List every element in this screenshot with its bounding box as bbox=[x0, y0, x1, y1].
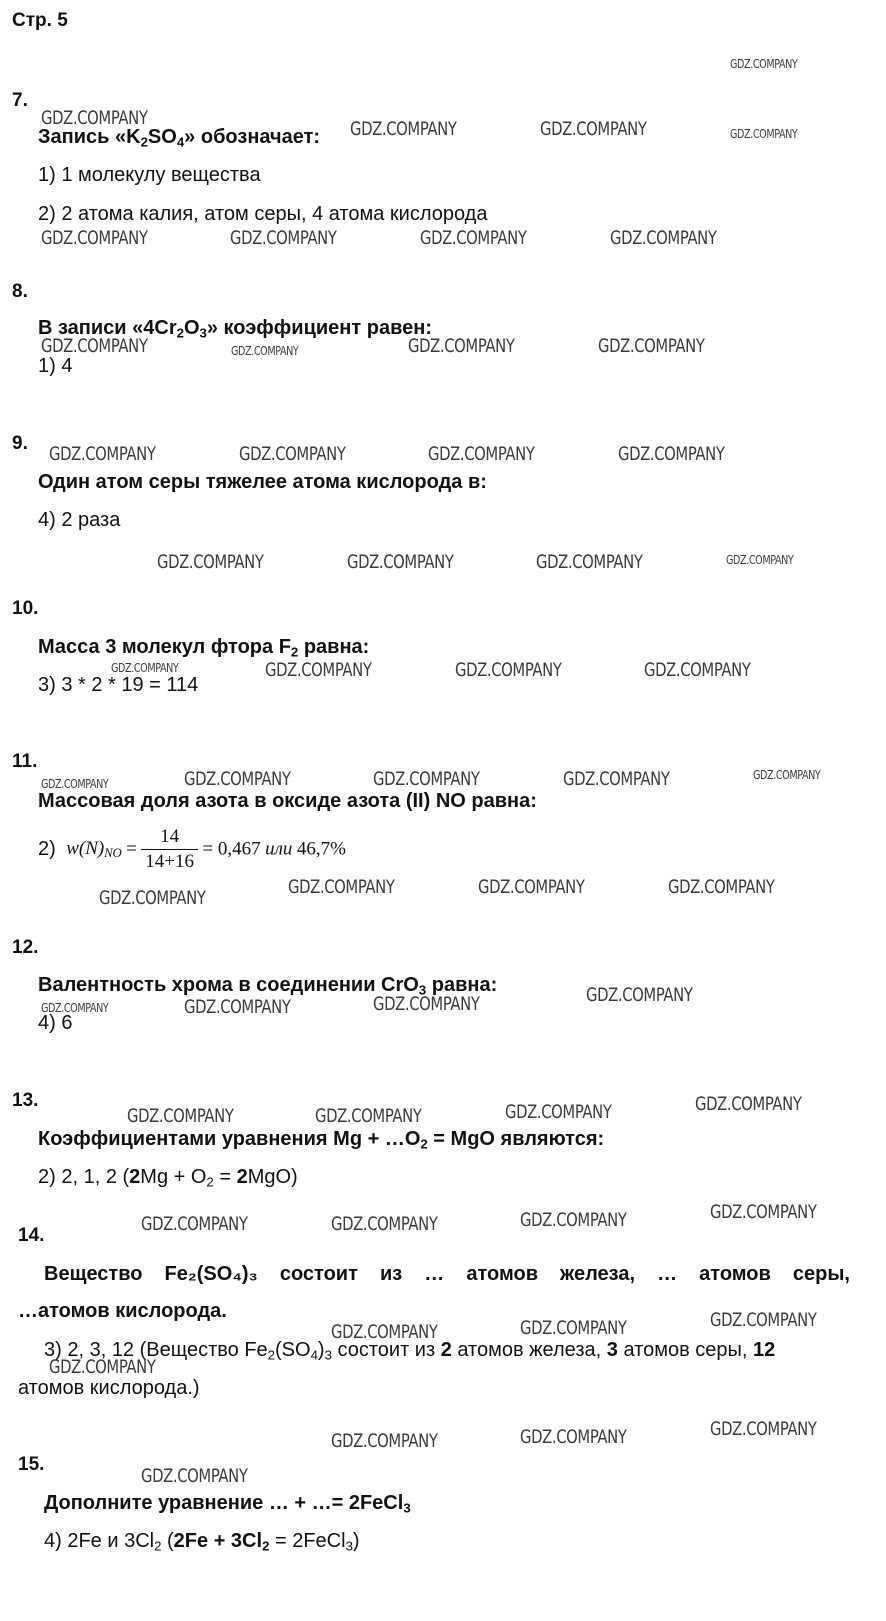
watermark: GDZ.COMPANY bbox=[373, 993, 480, 1015]
watermark: GDZ.COMPANY bbox=[520, 1209, 627, 1231]
answer-option: 4) 2 раза bbox=[38, 509, 121, 531]
watermark: GDZ.COMPANY bbox=[41, 227, 148, 249]
watermark: GDZ.COMPANY bbox=[99, 887, 206, 909]
formula-or: или bbox=[265, 838, 293, 860]
watermark: GDZ.COMPANY bbox=[668, 876, 775, 898]
watermark: GDZ.COMPANY bbox=[331, 1430, 438, 1452]
question-text: Масса 3 молекул фтора $F_2$ равна: bbox=[38, 636, 370, 660]
watermark: GDZ.COMPANY bbox=[710, 1418, 817, 1440]
watermark: GDZ.COMPANY bbox=[540, 118, 647, 140]
question-number: 8. bbox=[12, 281, 28, 302]
answer-option: 2) 2, 1, 2 $(2Mg + O_2 = 2MgO)$ bbox=[38, 1166, 298, 1190]
watermark: GDZ.COMPANY bbox=[41, 1001, 109, 1015]
watermark: GDZ.COMPANY bbox=[127, 1105, 234, 1127]
watermark: GDZ.COMPANY bbox=[141, 1465, 248, 1487]
watermark: GDZ.COMPANY bbox=[184, 996, 291, 1018]
answer-option: 3) 2, 3, 12 (Вещество $Fe_2(SO_4)_3$ состоит из 2 атомов железа, 3 атомов серы, 12 bbox=[44, 1339, 776, 1363]
watermark: GDZ.COMPANY bbox=[726, 553, 794, 567]
watermark: GDZ.COMPANY bbox=[41, 335, 148, 357]
watermark: GDZ.COMPANY bbox=[373, 768, 480, 790]
watermark: GDZ.COMPANY bbox=[536, 551, 643, 573]
watermark: GDZ.COMPANY bbox=[184, 768, 291, 790]
watermark: GDZ.COMPANY bbox=[111, 661, 179, 675]
question-text: Валентность хрома в соединении CrO$_3$ равна: bbox=[38, 974, 498, 998]
formula-lhs: $w(N)_{NO}$ bbox=[66, 837, 122, 861]
watermark: GDZ.COMPANY bbox=[408, 335, 515, 357]
watermark: GDZ.COMPANY bbox=[598, 335, 705, 357]
watermark: GDZ.COMPANY bbox=[350, 118, 457, 140]
question-text: Запись «$K_2SO_4$» обозначает: bbox=[38, 126, 321, 150]
watermark: GDZ.COMPANY bbox=[610, 227, 717, 249]
question-number: 15. bbox=[18, 1454, 45, 1475]
watermark: GDZ.COMPANY bbox=[710, 1309, 817, 1331]
answer-option: 4) 6 bbox=[38, 1012, 73, 1034]
watermark: GDZ.COMPANY bbox=[331, 1321, 438, 1343]
answer-prefix: 2) bbox=[38, 838, 56, 860]
formula-percent: 46,7% bbox=[296, 838, 346, 860]
question-number: 14. bbox=[18, 1225, 45, 1246]
watermark: GDZ.COMPANY bbox=[520, 1426, 627, 1448]
watermark: GDZ.COMPANY bbox=[730, 127, 798, 141]
question-text: Вещество Fe₂(SO₄)₃ состоит из … атомов железа, … атомов серы, bbox=[44, 1263, 850, 1285]
watermark: GDZ.COMPANY bbox=[618, 443, 725, 465]
question-number: 9. bbox=[12, 433, 28, 454]
watermark: GDZ.COMPANY bbox=[347, 551, 454, 573]
watermark: GDZ.COMPANY bbox=[710, 1201, 817, 1223]
watermark: GDZ.COMPANY bbox=[695, 1093, 802, 1115]
question-number: 10. bbox=[12, 598, 39, 619]
question-text: Коэффициентами уравнения $Mg + \dots O_2$ = MgO являются: bbox=[38, 1128, 605, 1152]
answer-option: 1) 1 молекулу вещества bbox=[38, 164, 261, 186]
answer-option: 2) 2 атома калия, атом серы, 4 атома кислорода bbox=[38, 203, 488, 225]
question-text: Дополните уравнение … + …= 2FeCl$_3$ bbox=[44, 1492, 411, 1516]
watermark: GDZ.COMPANY bbox=[239, 443, 346, 465]
watermark: GDZ.COMPANY bbox=[563, 768, 670, 790]
question-text: Массовая доля азота в оксиде азота (II) NO равна: bbox=[38, 790, 537, 812]
watermark: GDZ.COMPANY bbox=[141, 1213, 248, 1235]
formula-answer: 2) $w(N)_{NO}$ = $\frac{14}{14+16}$ = 0,467 или 46,7% bbox=[38, 826, 346, 872]
question-number: 12. bbox=[12, 937, 39, 958]
watermark: GDZ.COMPANY bbox=[455, 659, 562, 681]
question-text: Один атом серы тяжелее атома кислорода в: bbox=[38, 471, 487, 493]
watermark: GDZ.COMPANY bbox=[157, 551, 264, 573]
watermark: GDZ.COMPANY bbox=[41, 107, 148, 129]
watermark: GDZ.COMPANY bbox=[265, 659, 372, 681]
watermark: GDZ.COMPANY bbox=[331, 1213, 438, 1235]
fraction: $\frac{14}{14+16}$ bbox=[141, 825, 198, 874]
question-number: 7. bbox=[12, 90, 28, 111]
watermark: GDZ.COMPANY bbox=[49, 1356, 156, 1378]
page-title: Стр. 5 bbox=[12, 10, 68, 31]
watermark: GDZ.COMPANY bbox=[520, 1317, 627, 1339]
watermark: GDZ.COMPANY bbox=[315, 1105, 422, 1127]
question-number: 11. bbox=[12, 751, 38, 772]
formula-rhs: = 0,467 bbox=[202, 838, 261, 860]
watermark: GDZ.COMPANY bbox=[753, 768, 821, 782]
question-number: 13. bbox=[12, 1090, 39, 1111]
question-text-continued: …атомов кислорода. bbox=[18, 1300, 227, 1322]
answer-option-continued: атомов кислорода.) bbox=[18, 1377, 200, 1399]
watermark: GDZ.COMPANY bbox=[644, 659, 751, 681]
watermark: GDZ.COMPANY bbox=[231, 344, 299, 358]
watermark: GDZ.COMPANY bbox=[49, 443, 156, 465]
question-text: В записи «$4Cr_2O_3$» коэффициент равен: bbox=[38, 317, 432, 341]
watermark: GDZ.COMPANY bbox=[478, 876, 585, 898]
watermark: GDZ.COMPANY bbox=[420, 227, 527, 249]
watermark: GDZ.COMPANY bbox=[428, 443, 535, 465]
answer-option: 4) 2Fe и $3Cl_2$ ($2Fe + 3Cl_2$ = 2FeCl$_3$) bbox=[44, 1530, 360, 1554]
watermark: GDZ.COMPANY bbox=[288, 876, 395, 898]
answer-option: 1) 4 bbox=[38, 355, 73, 377]
watermark: GDZ.COMPANY bbox=[730, 57, 798, 71]
answer-option: 3) 3 * 2 * 19 = 114 bbox=[38, 674, 199, 696]
watermark: GDZ.COMPANY bbox=[586, 984, 693, 1006]
watermark: GDZ.COMPANY bbox=[505, 1101, 612, 1123]
watermark: GDZ.COMPANY bbox=[41, 777, 109, 791]
watermark: GDZ.COMPANY bbox=[230, 227, 337, 249]
